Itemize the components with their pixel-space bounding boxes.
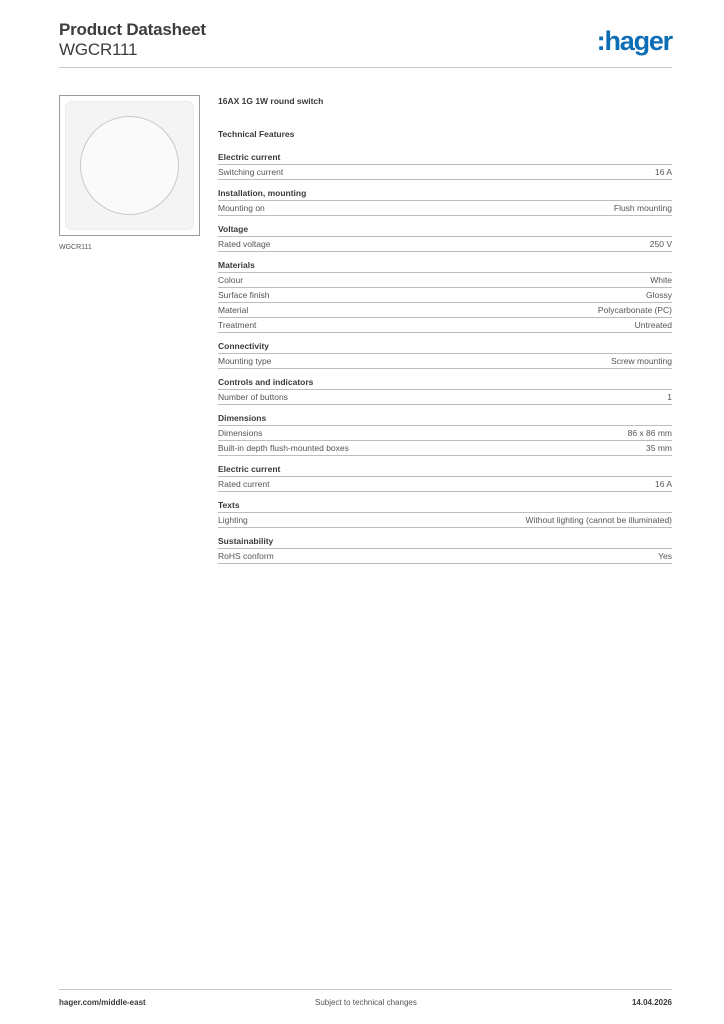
image-caption: WGCR111 xyxy=(59,244,92,251)
footer-date: 14.04.2026 xyxy=(631,998,672,1007)
feature-label: Built-in depth flush-mounted boxes xyxy=(218,443,349,453)
feature-group-title: Voltage xyxy=(218,223,672,237)
feature-row xyxy=(218,513,672,528)
feature-row xyxy=(218,390,672,405)
feature-row xyxy=(218,441,672,456)
feature-label: Number of buttons xyxy=(218,392,288,402)
feature-group-title: Connectivity xyxy=(218,340,672,354)
feature-label: Surface finish xyxy=(218,290,270,300)
feature-label: Lighting xyxy=(218,515,248,525)
feature-group-title: Electric current xyxy=(218,151,672,165)
feature-value: 1 xyxy=(667,392,672,402)
feature-label: Colour xyxy=(218,275,244,285)
feature-group xyxy=(218,259,672,333)
feature-group xyxy=(218,151,672,180)
feature-value: 35 mm xyxy=(646,443,672,453)
switch-plate-illustration xyxy=(65,101,194,230)
feature-group-title: Controls and indicators xyxy=(218,376,672,390)
header-divider xyxy=(59,67,672,68)
feature-row xyxy=(218,477,672,492)
product-code: WGCR111 xyxy=(59,40,138,59)
feature-value: Glossy xyxy=(646,290,672,300)
feature-row xyxy=(218,303,672,318)
hager-logo: :hager xyxy=(596,26,672,56)
page-footer xyxy=(59,998,672,1010)
feature-label: RoHS conform xyxy=(218,551,274,561)
feature-value: 16 A xyxy=(654,167,672,177)
feature-group xyxy=(218,223,672,252)
feature-group-title: Sustainability xyxy=(218,535,672,549)
feature-row xyxy=(218,549,672,564)
feature-value: 250 V xyxy=(649,239,672,249)
product-image xyxy=(59,95,200,236)
document-title: Product Datasheet xyxy=(59,20,206,39)
product-name: 16AX 1G 1W round switch xyxy=(218,96,324,106)
feature-value: Yes xyxy=(658,551,672,561)
feature-label: Rated current xyxy=(218,479,270,489)
feature-row xyxy=(218,288,672,303)
feature-group xyxy=(218,187,672,216)
feature-group xyxy=(218,340,672,369)
feature-group xyxy=(218,535,672,564)
footer-website: hager.com/middle-east xyxy=(59,998,146,1007)
feature-label: Rated voltage xyxy=(218,239,271,249)
feature-label: Mounting type xyxy=(218,356,272,366)
feature-group-title: Materials xyxy=(218,259,672,273)
feature-label: Dimensions xyxy=(218,428,263,438)
feature-group-title: Dimensions xyxy=(218,412,672,426)
feature-value: Without lighting (cannot be illuminated) xyxy=(525,515,672,525)
feature-row xyxy=(218,237,672,252)
feature-row xyxy=(218,273,672,288)
feature-row xyxy=(218,165,672,180)
feature-group xyxy=(218,376,672,405)
feature-value: Screw mounting xyxy=(611,356,672,366)
feature-group xyxy=(218,412,672,456)
technical-content xyxy=(218,94,672,566)
feature-value: Flush mounting xyxy=(613,203,672,213)
feature-group-title: Installation, mounting xyxy=(218,187,672,201)
feature-label: Material xyxy=(218,305,249,315)
feature-row xyxy=(218,201,672,216)
feature-group-title: Texts xyxy=(218,499,672,513)
footer-notice: Subject to technical changes xyxy=(315,998,417,1007)
feature-label: Treatment xyxy=(218,320,257,330)
feature-row xyxy=(218,426,672,441)
feature-groups xyxy=(218,151,672,564)
feature-label: Switching current xyxy=(218,167,284,177)
feature-value: Polycarbonate (PC) xyxy=(597,305,672,315)
technical-features-title: Technical Features xyxy=(218,129,295,139)
feature-value: White xyxy=(650,275,672,285)
round-switch-button-illustration xyxy=(80,116,179,215)
page-header xyxy=(59,20,672,68)
feature-value: Untreated xyxy=(634,320,672,330)
feature-row xyxy=(218,318,672,333)
feature-group xyxy=(218,499,672,528)
feature-value: 16 A xyxy=(654,479,672,489)
feature-value: 86 x 86 mm xyxy=(627,428,672,438)
feature-group xyxy=(218,463,672,492)
footer-divider xyxy=(59,989,672,990)
feature-group-title: Electric current xyxy=(218,463,672,477)
feature-label: Mounting on xyxy=(218,203,265,213)
feature-row xyxy=(218,354,672,369)
